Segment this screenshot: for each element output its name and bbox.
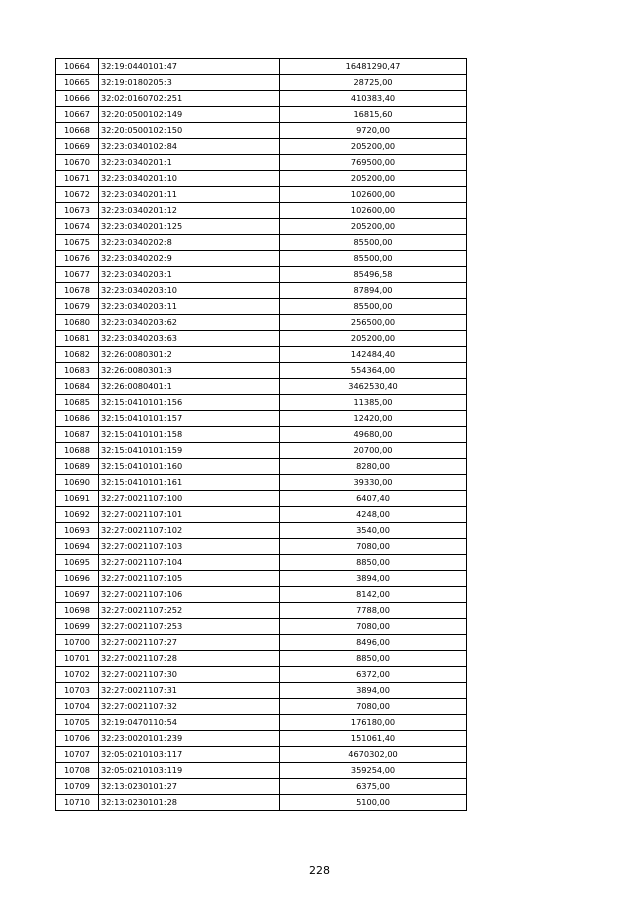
cadastral-number-cell: 32:23:0340203:62 [99, 315, 280, 331]
value-cell: 102600,00 [280, 187, 467, 203]
table-row [56, 395, 467, 411]
value-cell: 8850,00 [280, 651, 467, 667]
value-cell: 39330,00 [280, 475, 467, 491]
row-number-cell: 10684 [56, 379, 99, 395]
table-row [56, 443, 467, 459]
row-number-cell: 10672 [56, 187, 99, 203]
row-number-cell: 10668 [56, 123, 99, 139]
value-cell: 554364,00 [280, 363, 467, 379]
table-row [56, 475, 467, 491]
value-cell: 359254,00 [280, 763, 467, 779]
row-number-cell: 10683 [56, 363, 99, 379]
row-number-cell: 10694 [56, 539, 99, 555]
table-row [56, 459, 467, 475]
table-row [56, 411, 467, 427]
table-row [56, 747, 467, 763]
table-row [56, 59, 467, 75]
value-cell: 176180,00 [280, 715, 467, 731]
cadastral-number-cell: 32:19:0470110:54 [99, 715, 280, 731]
value-cell: 85496,58 [280, 267, 467, 283]
value-cell: 28725,00 [280, 75, 467, 91]
table-row [56, 155, 467, 171]
table-row [56, 347, 467, 363]
table-row [56, 363, 467, 379]
row-number-cell: 10675 [56, 235, 99, 251]
row-number-cell: 10710 [56, 795, 99, 811]
table-row [56, 603, 467, 619]
row-number-cell: 10689 [56, 459, 99, 475]
cadastral-number-cell: 32:20:0500102:149 [99, 107, 280, 123]
cadastral-number-cell: 32:26:0080301:2 [99, 347, 280, 363]
table-row [56, 171, 467, 187]
cadastral-number-cell: 32:23:0020101:239 [99, 731, 280, 747]
cadastral-number-cell: 32:27:0021107:30 [99, 667, 280, 683]
cadastral-number-cell: 32:27:0021107:27 [99, 635, 280, 651]
table-row [56, 523, 467, 539]
value-cell: 7080,00 [280, 619, 467, 635]
row-number-cell: 10687 [56, 427, 99, 443]
cadastral-number-cell: 32:27:0021107:31 [99, 683, 280, 699]
row-number-cell: 10664 [56, 59, 99, 75]
cadastral-number-cell: 32:19:0180205:3 [99, 75, 280, 91]
table-row [56, 139, 467, 155]
cadastral-number-cell: 32:27:0021107:252 [99, 603, 280, 619]
cadastral-number-cell: 32:23:0340202:8 [99, 235, 280, 251]
cadastral-number-cell: 32:27:0021107:102 [99, 523, 280, 539]
cadastral-number-cell: 32:23:0340201:125 [99, 219, 280, 235]
cadastral-number-cell: 32:27:0021107:28 [99, 651, 280, 667]
cadastral-number-cell: 32:15:0410101:161 [99, 475, 280, 491]
cadastral-number-cell: 32:27:0021107:105 [99, 571, 280, 587]
table-row [56, 731, 467, 747]
table-row [56, 715, 467, 731]
table-row [56, 763, 467, 779]
row-number-cell: 10678 [56, 283, 99, 299]
row-number-cell: 10696 [56, 571, 99, 587]
value-cell: 8142,00 [280, 587, 467, 603]
table-row [56, 299, 467, 315]
value-cell: 12420,00 [280, 411, 467, 427]
row-number-cell: 10699 [56, 619, 99, 635]
value-cell: 6372,00 [280, 667, 467, 683]
value-cell: 3894,00 [280, 571, 467, 587]
table-row [56, 203, 467, 219]
cadastral-number-cell: 32:23:0340203:10 [99, 283, 280, 299]
value-cell: 142484,40 [280, 347, 467, 363]
row-number-cell: 10691 [56, 491, 99, 507]
cadastral-number-cell: 32:26:0080301:3 [99, 363, 280, 379]
row-number-cell: 10679 [56, 299, 99, 315]
row-number-cell: 10676 [56, 251, 99, 267]
table-row [56, 219, 467, 235]
row-number-cell: 10666 [56, 91, 99, 107]
row-number-cell: 10695 [56, 555, 99, 571]
row-number-cell: 10682 [56, 347, 99, 363]
row-number-cell: 10677 [56, 267, 99, 283]
row-number-cell: 10708 [56, 763, 99, 779]
value-cell: 410383,40 [280, 91, 467, 107]
row-number-cell: 10674 [56, 219, 99, 235]
table-row [56, 667, 467, 683]
value-cell: 205200,00 [280, 171, 467, 187]
cadastral-value-table [55, 58, 467, 811]
cadastral-number-cell: 32:23:0340203:1 [99, 267, 280, 283]
table-row [56, 507, 467, 523]
cadastral-number-cell: 32:15:0410101:156 [99, 395, 280, 411]
cadastral-number-cell: 32:19:0440101:47 [99, 59, 280, 75]
value-cell: 7080,00 [280, 539, 467, 555]
value-cell: 49680,00 [280, 427, 467, 443]
cadastral-number-cell: 32:23:0340202:9 [99, 251, 280, 267]
value-cell: 3462530,40 [280, 379, 467, 395]
row-number-cell: 10693 [56, 523, 99, 539]
value-cell: 151061,40 [280, 731, 467, 747]
value-cell: 4248,00 [280, 507, 467, 523]
row-number-cell: 10698 [56, 603, 99, 619]
value-cell: 85500,00 [280, 235, 467, 251]
table-row [56, 235, 467, 251]
row-number-cell: 10705 [56, 715, 99, 731]
row-number-cell: 10706 [56, 731, 99, 747]
table-row [56, 251, 467, 267]
row-number-cell: 10686 [56, 411, 99, 427]
cadastral-number-cell: 32:27:0021107:100 [99, 491, 280, 507]
table-row [56, 123, 467, 139]
cadastral-number-cell: 32:13:0230101:28 [99, 795, 280, 811]
cadastral-number-cell: 32:15:0410101:160 [99, 459, 280, 475]
table-row [56, 187, 467, 203]
cadastral-number-cell: 32:27:0021107:32 [99, 699, 280, 715]
cadastral-number-cell: 32:23:0340201:10 [99, 171, 280, 187]
cadastral-number-cell: 32:02:0160702:251 [99, 91, 280, 107]
cadastral-number-cell: 32:15:0410101:157 [99, 411, 280, 427]
row-number-cell: 10703 [56, 683, 99, 699]
value-cell: 8496,00 [280, 635, 467, 651]
value-cell: 16815,60 [280, 107, 467, 123]
table-row [56, 795, 467, 811]
row-number-cell: 10680 [56, 315, 99, 331]
cadastral-number-cell: 32:27:0021107:106 [99, 587, 280, 603]
cadastral-number-cell: 32:13:0230101:27 [99, 779, 280, 795]
cadastral-number-cell: 32:23:0340102:84 [99, 139, 280, 155]
table-row [56, 539, 467, 555]
value-cell: 7788,00 [280, 603, 467, 619]
table-row [56, 331, 467, 347]
cadastral-number-cell: 32:05:0210103:119 [99, 763, 280, 779]
table-row [56, 283, 467, 299]
row-number-cell: 10671 [56, 171, 99, 187]
table-row [56, 651, 467, 667]
cadastral-number-cell: 32:27:0021107:103 [99, 539, 280, 555]
value-cell: 3540,00 [280, 523, 467, 539]
table-row [56, 571, 467, 587]
value-cell: 256500,00 [280, 315, 467, 331]
cadastral-number-cell: 32:23:0340201:12 [99, 203, 280, 219]
table-row [56, 779, 467, 795]
value-cell: 6407,40 [280, 491, 467, 507]
table-row [56, 91, 467, 107]
row-number-cell: 10688 [56, 443, 99, 459]
value-cell: 205200,00 [280, 331, 467, 347]
row-number-cell: 10673 [56, 203, 99, 219]
row-number-cell: 10701 [56, 651, 99, 667]
cadastral-number-cell: 32:15:0410101:158 [99, 427, 280, 443]
row-number-cell: 10702 [56, 667, 99, 683]
row-number-cell: 10681 [56, 331, 99, 347]
table-row [56, 107, 467, 123]
row-number-cell: 10685 [56, 395, 99, 411]
row-number-cell: 10690 [56, 475, 99, 491]
table-row [56, 315, 467, 331]
value-cell: 3894,00 [280, 683, 467, 699]
value-cell: 8280,00 [280, 459, 467, 475]
table-row [56, 619, 467, 635]
cadastral-number-cell: 32:05:0210103:117 [99, 747, 280, 763]
value-cell: 87894,00 [280, 283, 467, 299]
cadastral-number-cell: 32:23:0340203:63 [99, 331, 280, 347]
cadastral-number-cell: 32:26:0080401:1 [99, 379, 280, 395]
value-cell: 5100,00 [280, 795, 467, 811]
table-row [56, 555, 467, 571]
cadastral-number-cell: 32:15:0410101:159 [99, 443, 280, 459]
cadastral-number-cell: 32:27:0021107:104 [99, 555, 280, 571]
table-row [56, 699, 467, 715]
cadastral-number-cell: 32:23:0340201:11 [99, 187, 280, 203]
table-row [56, 587, 467, 603]
cadastral-number-cell: 32:20:0500102:150 [99, 123, 280, 139]
value-cell: 85500,00 [280, 299, 467, 315]
table-row [56, 491, 467, 507]
value-cell: 16481290,47 [280, 59, 467, 75]
table-row [56, 635, 467, 651]
row-number-cell: 10697 [56, 587, 99, 603]
row-number-cell: 10665 [56, 75, 99, 91]
cadastral-number-cell: 32:27:0021107:101 [99, 507, 280, 523]
table-row [56, 683, 467, 699]
value-cell: 20700,00 [280, 443, 467, 459]
row-number-cell: 10667 [56, 107, 99, 123]
value-cell: 6375,00 [280, 779, 467, 795]
value-cell: 85500,00 [280, 251, 467, 267]
row-number-cell: 10709 [56, 779, 99, 795]
cadastral-number-cell: 32:23:0340201:1 [99, 155, 280, 171]
table-row [56, 379, 467, 395]
cadastral-number-cell: 32:23:0340203:11 [99, 299, 280, 315]
value-cell: 8850,00 [280, 555, 467, 571]
value-cell: 9720,00 [280, 123, 467, 139]
row-number-cell: 10670 [56, 155, 99, 171]
value-cell: 7080,00 [280, 699, 467, 715]
table-row [56, 427, 467, 443]
row-number-cell: 10707 [56, 747, 99, 763]
value-cell: 769500,00 [280, 155, 467, 171]
row-number-cell: 10700 [56, 635, 99, 651]
value-cell: 4670302,00 [280, 747, 467, 763]
value-cell: 102600,00 [280, 203, 467, 219]
value-cell: 205200,00 [280, 219, 467, 235]
table-row [56, 267, 467, 283]
row-number-cell: 10692 [56, 507, 99, 523]
table-body [56, 59, 467, 811]
row-number-cell: 10669 [56, 139, 99, 155]
cadastral-number-cell: 32:27:0021107:253 [99, 619, 280, 635]
table-row [56, 75, 467, 91]
row-number-cell: 10704 [56, 699, 99, 715]
value-cell: 11385,00 [280, 395, 467, 411]
page-number: 228 [309, 864, 330, 877]
value-cell: 205200,00 [280, 139, 467, 155]
